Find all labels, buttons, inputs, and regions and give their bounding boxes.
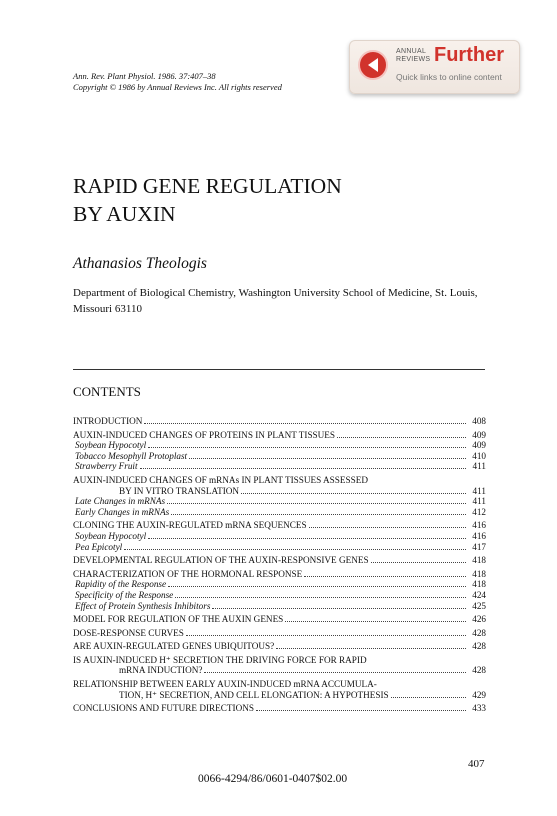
toc-entry[interactable] [73,520,486,531]
toc-entry-page: 428 [472,641,486,652]
toc-entry-title: Soybean Hypocotyl [75,530,147,541]
toc-entry[interactable] [73,416,486,427]
back-arrow-icon [358,50,388,80]
toc-entry[interactable] [73,440,486,451]
toc-entry[interactable] [73,451,486,462]
article-title [73,172,342,228]
toc-leader-dots [391,697,466,698]
toc-entry[interactable] [73,496,486,507]
toc-leader-dots [276,648,466,649]
toc-leader-dots [148,447,466,448]
toc-leader-dots [309,527,466,528]
toc-entry-page: 410 [472,450,486,461]
toc-entry-page: 433 [472,703,486,714]
toc-entry[interactable] [73,679,486,690]
toc-entry-title: CHARACTERIZATION OF THE HORMONAL RESPONSE [73,568,303,579]
toc-leader-dots [212,608,466,609]
toc-entry-title: Tobacco Mesophyll Protoplast [75,450,188,461]
toc-entry[interactable] [73,507,486,518]
toc-entry-page: 418 [472,579,486,590]
badge-annual-text: ANNUAL [396,48,427,55]
toc-entry-title: MODEL FOR REGULATION OF THE AUXIN GENES [73,614,284,625]
toc-entry-title: RELATIONSHIP BETWEEN EARLY AUXIN-INDUCED mRNA ACCUMULA- [73,679,377,690]
toc-entry-title: AUXIN-INDUCED CHANGES OF mRNAs IN PLANT TISSUES ASSESSED [73,474,368,485]
badge-reviews-text: REVIEWS [396,56,431,63]
toc-leader-dots [285,621,466,622]
toc-leader-dots [304,576,466,577]
toc-entry-title: CLONING THE AUXIN-REGULATED mRNA SEQUENCES [73,520,307,531]
badge-brand [396,48,430,64]
toc-entry[interactable] [73,579,486,590]
toc-entry-title: Pea Epicotyl [75,541,123,552]
toc-entry[interactable] [73,475,486,486]
toc-entry-page: 426 [472,614,486,625]
toc-entry-title: ARE AUXIN-REGULATED GENES UBIQUITOUS? [73,641,275,652]
toc-leader-dots [168,586,466,587]
toc-entry[interactable] [73,542,486,553]
toc-leader-dots [371,562,466,563]
toc-entry[interactable] [73,555,486,566]
toc-entry[interactable] [73,655,486,666]
toc-entry-title: TION, H⁺ SECRETION, AND CELL ELONGATION: A HYPOTHESIS [119,689,389,700]
toc-entry-title: mRNA INDUCTION? [119,665,203,676]
title-line-2: BY AUXIN [73,202,176,226]
toc-entry-title: Soybean Hypocotyl [75,440,147,451]
toc-entry-page: 424 [472,589,486,600]
toc-leader-dots [148,538,466,539]
citation-line-2: Copyright © 1986 by Annual Reviews Inc. All rights reserved [73,82,282,92]
author-name: Athanasios Theologis [73,255,207,272]
toc-entry[interactable] [73,486,486,497]
toc-entry-title: BY IN VITRO TRANSLATION [119,485,240,496]
toc-entry[interactable] [73,569,486,580]
toc-entry-title: INTRODUCTION [73,416,143,426]
contents-heading: CONTENTS [73,384,141,399]
toc-entry[interactable] [73,690,486,701]
toc-entry-page: 418 [472,555,486,566]
toc-entry-title: Late Changes in mRNAs [75,496,166,507]
toc-entry[interactable] [73,601,486,612]
toc-entry-page: 429 [472,689,486,700]
toc-entry-page: 425 [472,600,486,611]
toc-entry-title: DEVELOPMENTAL REGULATION OF THE AUXIN-RESPONSIVE GENES [73,555,369,566]
toc-leader-dots [171,514,466,515]
section-divider [73,369,485,370]
toc-entry[interactable] [73,628,486,639]
toc-entry-page: 416 [472,530,486,541]
toc-leader-dots [204,672,466,673]
toc-entry-title: Early Changes in mRNAs [75,506,170,517]
toc-entry-page: 416 [472,520,486,531]
citation-line-1: Ann. Rev. Plant Physiol. 1986. 37:407–38 [73,71,216,81]
issn-code: 0066-4294/86/0601-0407$02.00 [198,773,348,785]
toc-entry-page: 418 [472,568,486,579]
toc-leader-dots [337,437,466,438]
toc-entry-page: 411 [472,461,486,472]
page-number: 407 [468,758,485,770]
annual-reviews-further-badge[interactable] [349,40,520,94]
toc-entry-page: 409 [472,440,486,451]
toc-entry[interactable] [73,614,486,625]
toc-leader-dots [186,635,466,636]
author-affiliation: Department of Biological Chemistry, Washington University School of Medicine, St. Louis, Missouri 63110 [73,287,478,315]
badge-tagline: Quick links to online content [396,72,502,82]
table-of-contents [73,416,486,714]
toc-leader-dots [144,423,466,424]
toc-leader-dots [124,549,466,550]
toc-entry-page: 428 [472,627,486,638]
toc-entry[interactable] [73,461,486,472]
toc-entry-page: 428 [472,665,486,676]
toc-entry-page: 411 [472,496,486,507]
toc-entry-page: 411 [472,485,486,496]
toc-entry[interactable] [73,430,486,441]
toc-leader-dots [140,468,466,469]
toc-entry-title: IS AUXIN-INDUCED H⁺ SECRETION THE DRIVING FORCE FOR RAPID [73,654,367,665]
toc-leader-dots [175,597,466,598]
toc-entry-page: 417 [472,541,486,552]
toc-entry-title: Specificity of the Response [75,589,174,600]
toc-entry-page: 408 [472,416,486,426]
toc-entry-title: Effect of Protein Synthesis Inhibitors [75,600,211,611]
title-line-1: RAPID GENE REGULATION [73,174,342,198]
toc-leader-dots [241,493,466,494]
toc-entry-title: DOSE-RESPONSE CURVES [73,627,184,638]
toc-entry-title: Strawberry Fruit [75,461,138,472]
toc-entry[interactable] [73,703,486,714]
citation [73,71,282,93]
toc-entry[interactable] [73,641,486,652]
toc-entry[interactable] [73,531,486,542]
toc-entry-title: Rapidity of the Response [75,579,167,590]
toc-entry[interactable] [73,665,486,676]
toc-entry-page: 412 [472,506,486,517]
toc-leader-dots [167,503,466,504]
badge-further-text: Further [434,44,504,66]
toc-entry-title: AUXIN-INDUCED CHANGES OF PROTEINS IN PLANT TISSUES [73,429,336,440]
toc-entry-page: 409 [472,429,486,440]
toc-leader-dots [256,710,466,711]
toc-leader-dots [189,458,466,459]
toc-entry[interactable] [73,590,486,601]
toc-entry-title: CONCLUSIONS AND FUTURE DIRECTIONS [73,703,254,714]
